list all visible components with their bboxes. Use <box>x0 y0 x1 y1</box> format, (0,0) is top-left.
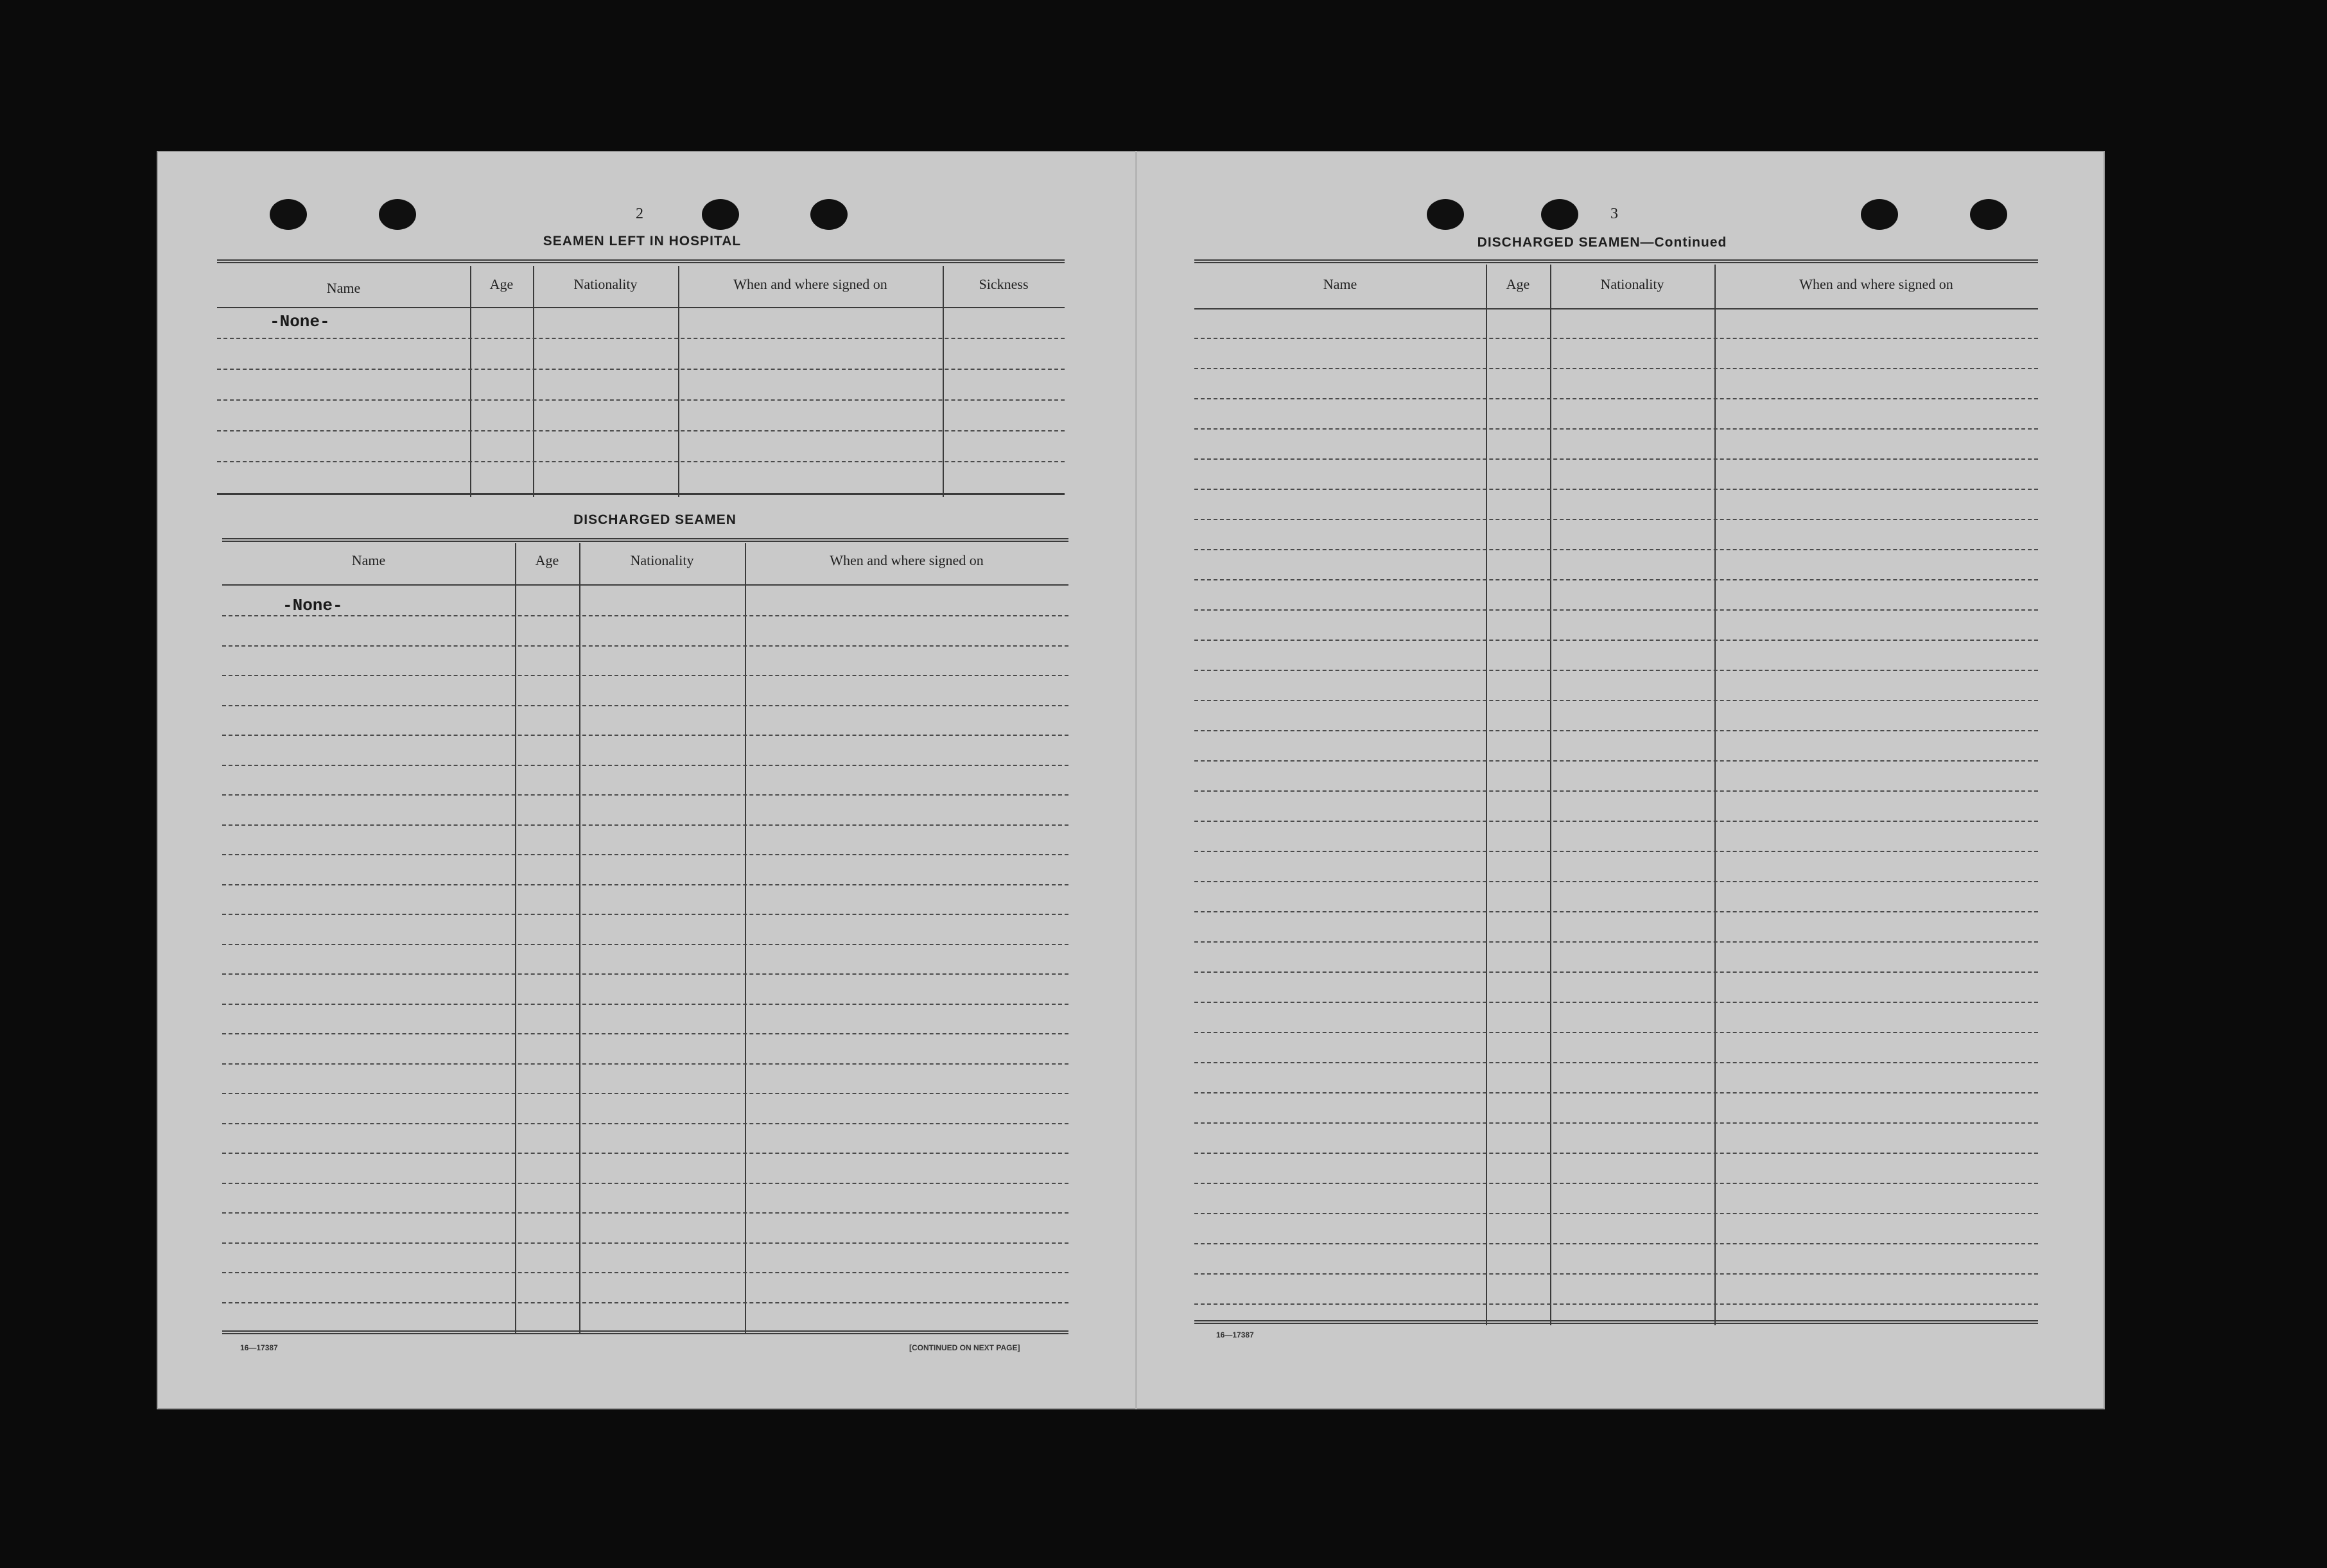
ruled-row-line <box>1194 1062 2038 1063</box>
form-number-right: 16—17387 <box>1216 1330 1254 1339</box>
column-header-name: Name <box>326 280 361 296</box>
column-header-nationality: Nationality <box>573 276 638 292</box>
ruled-row-line <box>222 824 1068 826</box>
column-header-nationality: Nationality <box>1600 276 1664 292</box>
ruled-row-line <box>222 615 1068 616</box>
ruled-row-line <box>222 1004 1068 1005</box>
ruled-row-line <box>1194 1032 2038 1033</box>
ruled-row-line <box>222 973 1068 975</box>
punch-hole <box>1970 199 2007 230</box>
discharged-entry-none: -None- <box>283 596 343 615</box>
ruled-row-line <box>222 1123 1068 1124</box>
ruled-row-line <box>222 1212 1068 1214</box>
ruled-row-line <box>1194 1002 2038 1003</box>
ruled-row-line <box>1194 700 2038 701</box>
ruled-row-line <box>222 944 1068 945</box>
ruled-row-line <box>222 794 1068 796</box>
center-fold <box>1135 151 1137 1409</box>
punch-hole <box>1861 199 1898 230</box>
punch-hole <box>702 199 739 230</box>
hospital-table <box>217 259 1065 498</box>
ruled-row-line <box>222 1242 1068 1244</box>
ruled-row-line <box>222 1063 1068 1065</box>
punch-hole <box>379 199 416 230</box>
ruled-row-line <box>222 645 1068 647</box>
page-number-left: 2 <box>636 205 643 222</box>
ruled-row-line <box>1194 911 2038 912</box>
column-header-nationality: Nationality <box>630 552 694 568</box>
column-header-signed-on: When and where signed on <box>1799 276 1953 292</box>
ruled-row-line <box>1194 760 2038 762</box>
ruled-row-line <box>222 854 1068 855</box>
ruled-row-line <box>222 765 1068 766</box>
ruled-row-line <box>1194 730 2038 731</box>
column-header-name: Name <box>1323 276 1357 292</box>
ruled-row-line <box>1194 881 2038 882</box>
ruled-row-line <box>222 1183 1068 1184</box>
ruled-row-line <box>1194 1122 2038 1124</box>
ruled-row-line <box>1194 1183 2038 1184</box>
ruled-row-line <box>1194 1092 2038 1093</box>
ruled-row-line <box>1194 398 2038 399</box>
ruled-row-line <box>222 1302 1068 1303</box>
ruled-row-line <box>1194 1303 2038 1305</box>
ruled-row-line <box>1194 609 2038 611</box>
punch-hole <box>810 199 848 230</box>
column-header-age: Age <box>489 276 514 292</box>
discharged-section-title: DISCHARGED SEAMEN <box>573 512 736 527</box>
ruled-row-line <box>1194 971 2038 973</box>
hospital-entry-none: -None- <box>270 312 330 331</box>
ruled-row-line <box>1194 489 2038 490</box>
column-header-age: Age <box>535 552 559 568</box>
ruled-row-line <box>222 1033 1068 1034</box>
discharged-continued-title: DISCHARGED SEAMEN—Continued <box>1477 235 1727 250</box>
ruled-row-line <box>1194 1273 2038 1275</box>
ruled-row-line <box>222 1093 1068 1094</box>
punch-hole <box>270 199 307 230</box>
ruled-row-line <box>222 914 1068 915</box>
punch-hole <box>1541 199 1578 230</box>
ruled-row-line <box>1194 790 2038 792</box>
form-number-left: 16—17387 <box>240 1343 278 1352</box>
ruled-row-line <box>1194 821 2038 822</box>
column-header-name: Name <box>351 552 386 568</box>
discharged-table-left <box>222 538 1068 1334</box>
page-number-right: 3 <box>1610 205 1618 222</box>
ruled-row-line <box>1194 458 2038 460</box>
ruled-row-line <box>1194 1213 2038 1214</box>
column-header-sickness: Sickness <box>979 276 1029 292</box>
continued-note: [CONTINUED ON NEXT PAGE] <box>909 1343 1020 1352</box>
column-header-signed-on: When and where signed on <box>830 552 984 568</box>
ruled-row-line <box>1194 1243 2038 1244</box>
ruled-row-line <box>1194 640 2038 641</box>
ruled-row-line <box>222 705 1068 706</box>
ruled-row-line <box>1194 368 2038 369</box>
ruled-row-line <box>1194 579 2038 580</box>
column-header-age: Age <box>1506 276 1530 292</box>
punch-hole <box>1427 199 1464 230</box>
ruled-row-line <box>222 735 1068 736</box>
ruled-row-line <box>1194 428 2038 430</box>
hospital-section-title: SEAMEN LEFT IN HOSPITAL <box>543 234 742 248</box>
ruled-row-line <box>222 884 1068 885</box>
ruled-row-line <box>1194 519 2038 520</box>
column-header-signed-on: When and where signed on <box>733 276 887 292</box>
ruled-row-line <box>222 1272 1068 1273</box>
ruled-row-line <box>1194 338 2038 339</box>
discharged-table-right <box>1194 259 2038 1325</box>
ruled-row-line <box>1194 549 2038 550</box>
ruled-row-line <box>1194 941 2038 943</box>
ruled-row-line <box>1194 670 2038 671</box>
ruled-row-line <box>222 675 1068 676</box>
ruled-row-line <box>1194 851 2038 852</box>
ruled-row-line <box>1194 1153 2038 1154</box>
ruled-row-line <box>222 1153 1068 1154</box>
